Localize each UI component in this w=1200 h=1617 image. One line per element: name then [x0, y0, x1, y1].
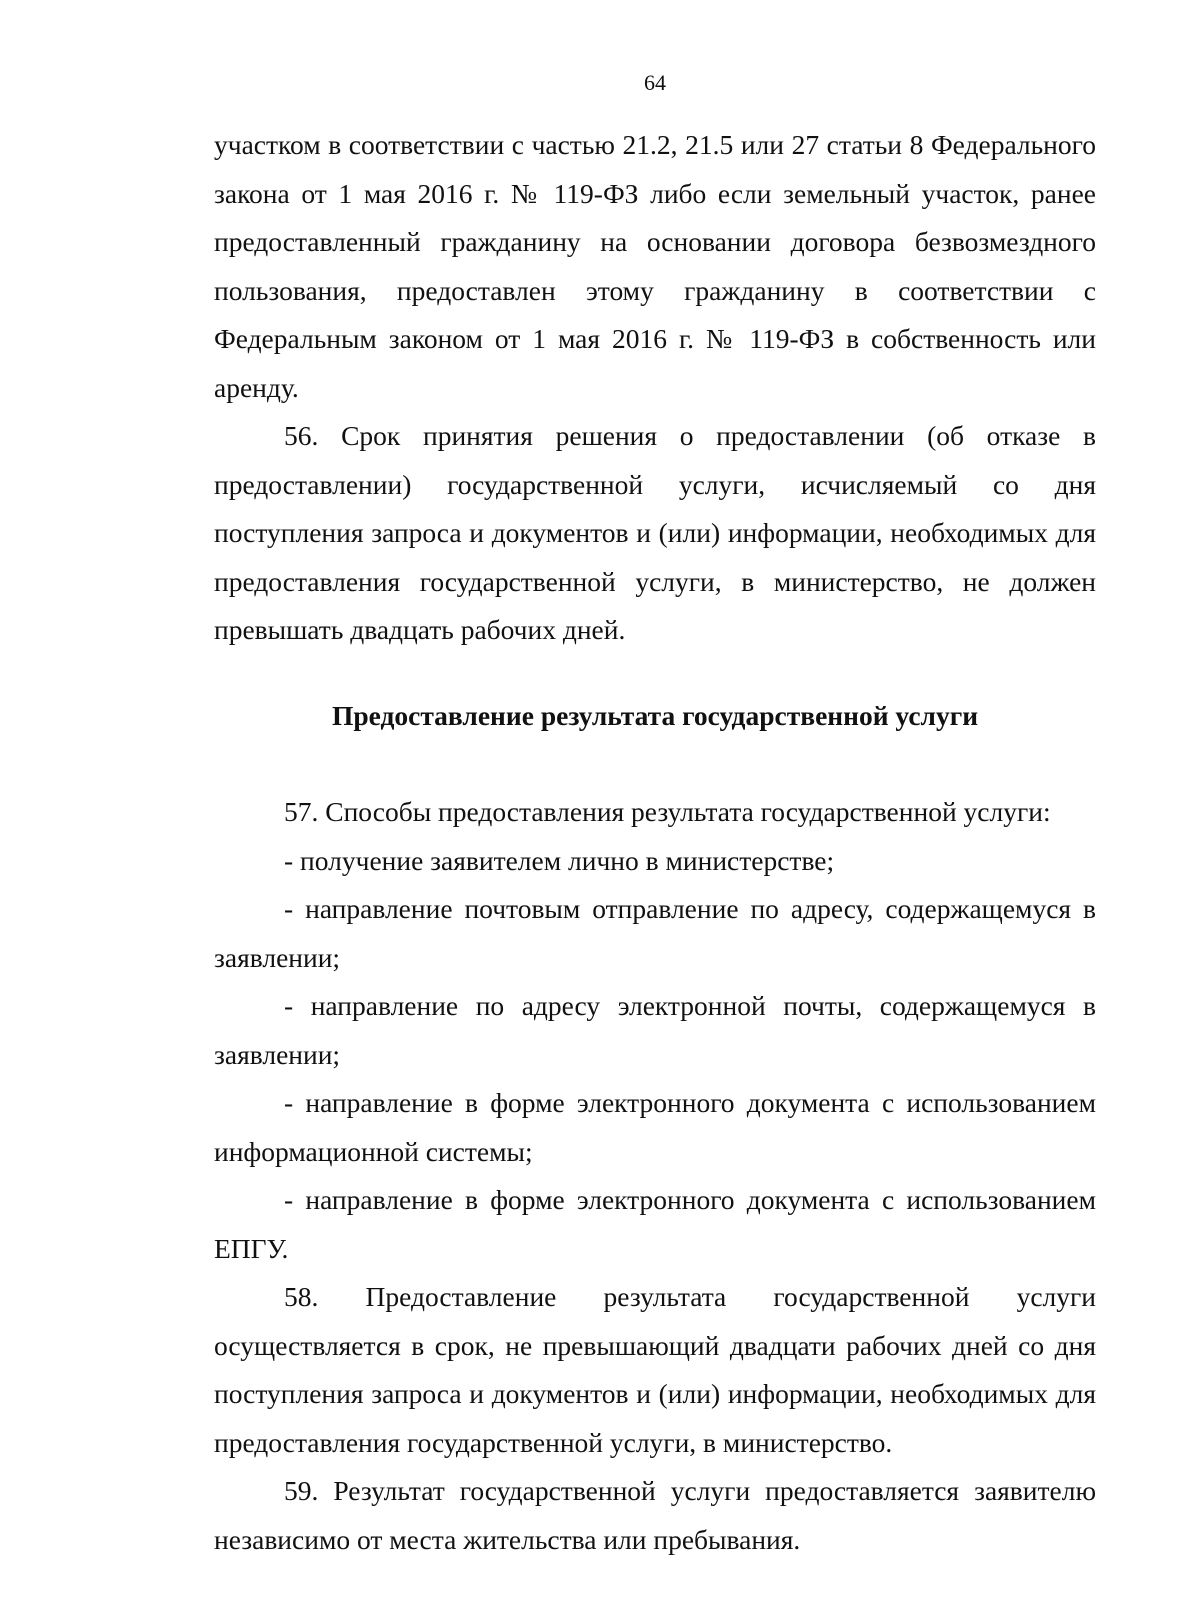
paragraph-57: 57. Способы предоставления результата государственной услуги: — [284, 796, 1051, 827]
list-item: - получение заявителем лично в министерстве; — [284, 844, 835, 876]
list-item: - направление в форме электронного документа с использованием информационной системы; — [214, 1087, 1096, 1167]
document-body-top — [214, 121, 1096, 655]
list-item: - направление по адресу электронной почты, содержащемуся в заявлении; — [214, 990, 1096, 1070]
paragraph-continuation: участком в соответствии с частью 21.2, 21.5 или 27 статьи 8 Федерального закона от 1 мая 2016 г. № 119-ФЗ либо если земельный участок, ранее предоставленный гражданину на основании договора безвозмездного пользования, предоставлен этому гражданину в соответствии с Федеральным законом от 1 мая 2016 г. № 119-ФЗ в собственность или аренду. — [214, 129, 1096, 403]
paragraph-56: 56. Срок принятия решения о предоставлении (об отказе в предоставлении) государственной услуги, исчисляемый со дня поступления запроса и документов и (или) информации, необходимых для предоставления государственной услуги, в министерство, не должен превышать двадцать рабочих дней. — [214, 420, 1096, 645]
list-item: - направление почтовым отправление по адресу, содержащемуся в заявлении; — [214, 893, 1096, 973]
paragraph-58: 58. Предоставление результата государственной услуги осуществляется в срок, не превышающий двадцати рабочих дней со дня поступления запроса и документов и (или) информации, необходимых для предоставления государственной услуги, в министерство. — [214, 1281, 1096, 1458]
section-heading: Предоставление результата государственной услуги — [331, 700, 979, 731]
page-number: 64 — [644, 70, 666, 95]
list-item: - направление в форме электронного документа с использованием ЕПГУ. — [214, 1184, 1096, 1264]
paragraph-59: 59. Результат государственной услуги предоставляется заявителю независимо от места жительства или пребывания. — [214, 1475, 1096, 1555]
document-body-bottom — [214, 788, 1096, 1564]
